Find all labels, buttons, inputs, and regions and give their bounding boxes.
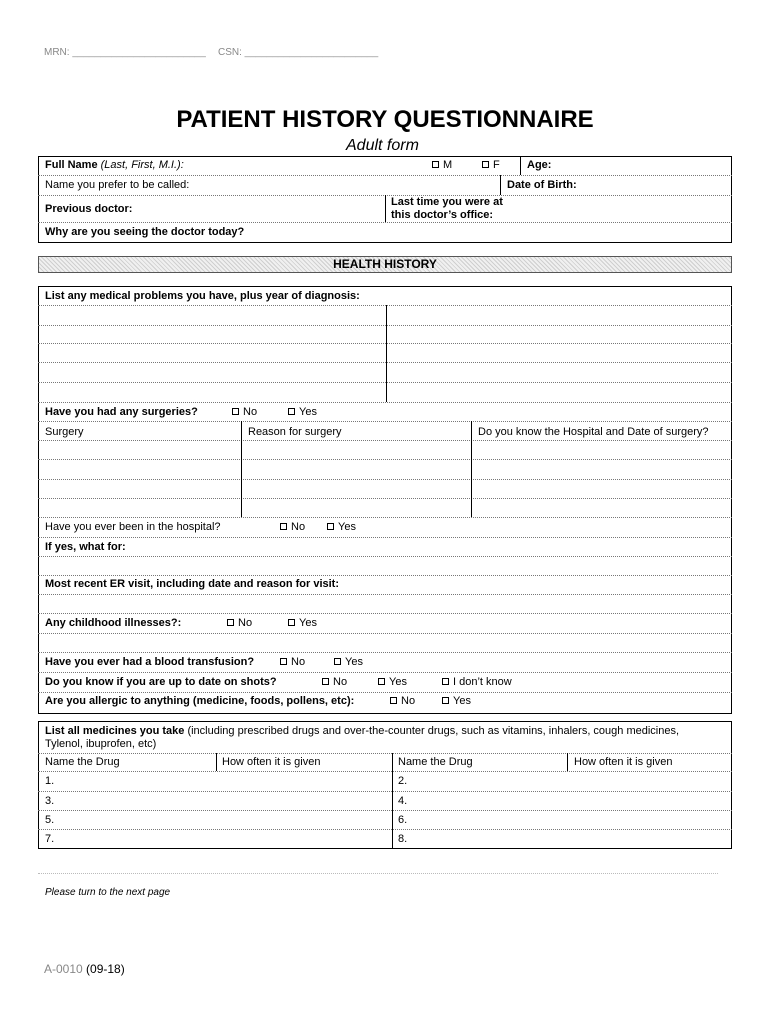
allergy-yes-checkbox[interactable]: Yes — [442, 695, 471, 707]
sex-f-checkbox[interactable]: F — [482, 159, 500, 171]
footer-divider — [38, 873, 718, 874]
surgeries-question: Have you had any surgeries? — [45, 406, 198, 418]
childhood-question: Any childhood illnesses?: — [45, 617, 182, 629]
med-row-2[interactable]: 2. — [398, 775, 408, 787]
med-row-1[interactable]: 1. — [45, 775, 55, 787]
age-field[interactable]: Age: — [527, 159, 552, 171]
visit-reason-field[interactable]: Why are you seeing the doctor today? — [45, 226, 245, 238]
med-row-5[interactable]: 5. — [45, 814, 55, 826]
if-yes-field[interactable]: If yes, what for: — [45, 541, 126, 553]
full-name-label: Full Name — [45, 159, 98, 171]
hospital-question: Have you ever been in the hospital? — [45, 521, 221, 533]
childhood-no-checkbox[interactable]: No — [227, 617, 252, 629]
freq-col-header-left: How often it is given — [222, 756, 321, 768]
prev-doctor-field[interactable]: Previous doctor: — [45, 203, 133, 215]
med-row-7[interactable]: 7. — [45, 833, 55, 845]
surgery-col-header: Surgery — [45, 426, 84, 438]
shots-question: Do you know if you are up to date on shots? — [45, 676, 277, 688]
transfusion-yes-checkbox[interactable]: Yes — [334, 656, 363, 668]
shots-yes-checkbox[interactable]: Yes — [378, 676, 407, 688]
med-row-3[interactable]: 3. — [45, 795, 55, 807]
dob-field[interactable]: Date of Birth: — [507, 179, 577, 191]
health-history-band: HEALTH HISTORY — [38, 256, 732, 273]
turn-page-note: Please turn to the next page — [45, 887, 171, 898]
medicines-label: List all medicines you take (including prescribed drugs and over-the-counter drugs, such as vitamins, inhalers, cough medicines, Tylenol, ibuprofen, etc) — [45, 725, 680, 750]
freq-col-header-right: How often it is given — [574, 756, 673, 768]
full-name-field[interactable] — [45, 159, 184, 171]
shots-dont-know-checkbox[interactable]: I don’t know — [442, 676, 512, 688]
allergy-no-checkbox[interactable]: No — [390, 695, 415, 707]
med-row-4[interactable]: 4. — [398, 795, 408, 807]
med-row-8[interactable]: 8. — [398, 833, 408, 845]
page-subtitle: Adult form — [346, 137, 419, 154]
hospital-date-col-header: Do you know the Hospital and Date of surgery? — [478, 426, 709, 438]
reason-col-header: Reason for surgery — [248, 426, 342, 438]
mrn-field[interactable]: MRN: ________________________ — [44, 47, 206, 58]
sex-m-checkbox[interactable]: M — [432, 159, 452, 171]
hospital-no-checkbox[interactable]: No — [280, 521, 305, 533]
hospital-yes-checkbox[interactable]: Yes — [327, 521, 356, 533]
health-history-box — [38, 286, 732, 714]
surgeries-yes-checkbox[interactable]: Yes — [288, 406, 317, 418]
csn-field[interactable]: CSN: ________________________ — [218, 47, 379, 58]
er-visit-field[interactable]: Most recent ER visit, including date and reason for visit: — [45, 578, 339, 590]
childhood-yes-checkbox[interactable]: Yes — [288, 617, 317, 629]
preferred-name-field[interactable]: Name you prefer to be called: — [45, 179, 190, 191]
transfusion-question: Have you ever had a blood transfusion? — [45, 656, 255, 668]
last-visit-field[interactable]: Last time you were at this doctor’s office: — [391, 196, 503, 221]
problems-label: List any medical problems you have, plus year of diagnosis: — [45, 290, 360, 302]
drug-col-header-left: Name the Drug — [45, 756, 120, 768]
shots-no-checkbox[interactable]: No — [322, 676, 347, 688]
full-name-hint: (Last, First, M.I.): — [100, 159, 184, 171]
allergy-question: Are you allergic to anything (medicine, foods, pollens, etc): — [45, 695, 355, 707]
form-code: A-0010 (09-18) — [44, 962, 125, 976]
med-row-6[interactable]: 6. — [398, 814, 408, 826]
page-title: PATIENT HISTORY QUESTIONNAIRE — [176, 106, 594, 133]
drug-col-header-right: Name the Drug — [398, 756, 473, 768]
transfusion-no-checkbox[interactable]: No — [280, 656, 305, 668]
surgeries-no-checkbox[interactable]: No — [232, 406, 257, 418]
